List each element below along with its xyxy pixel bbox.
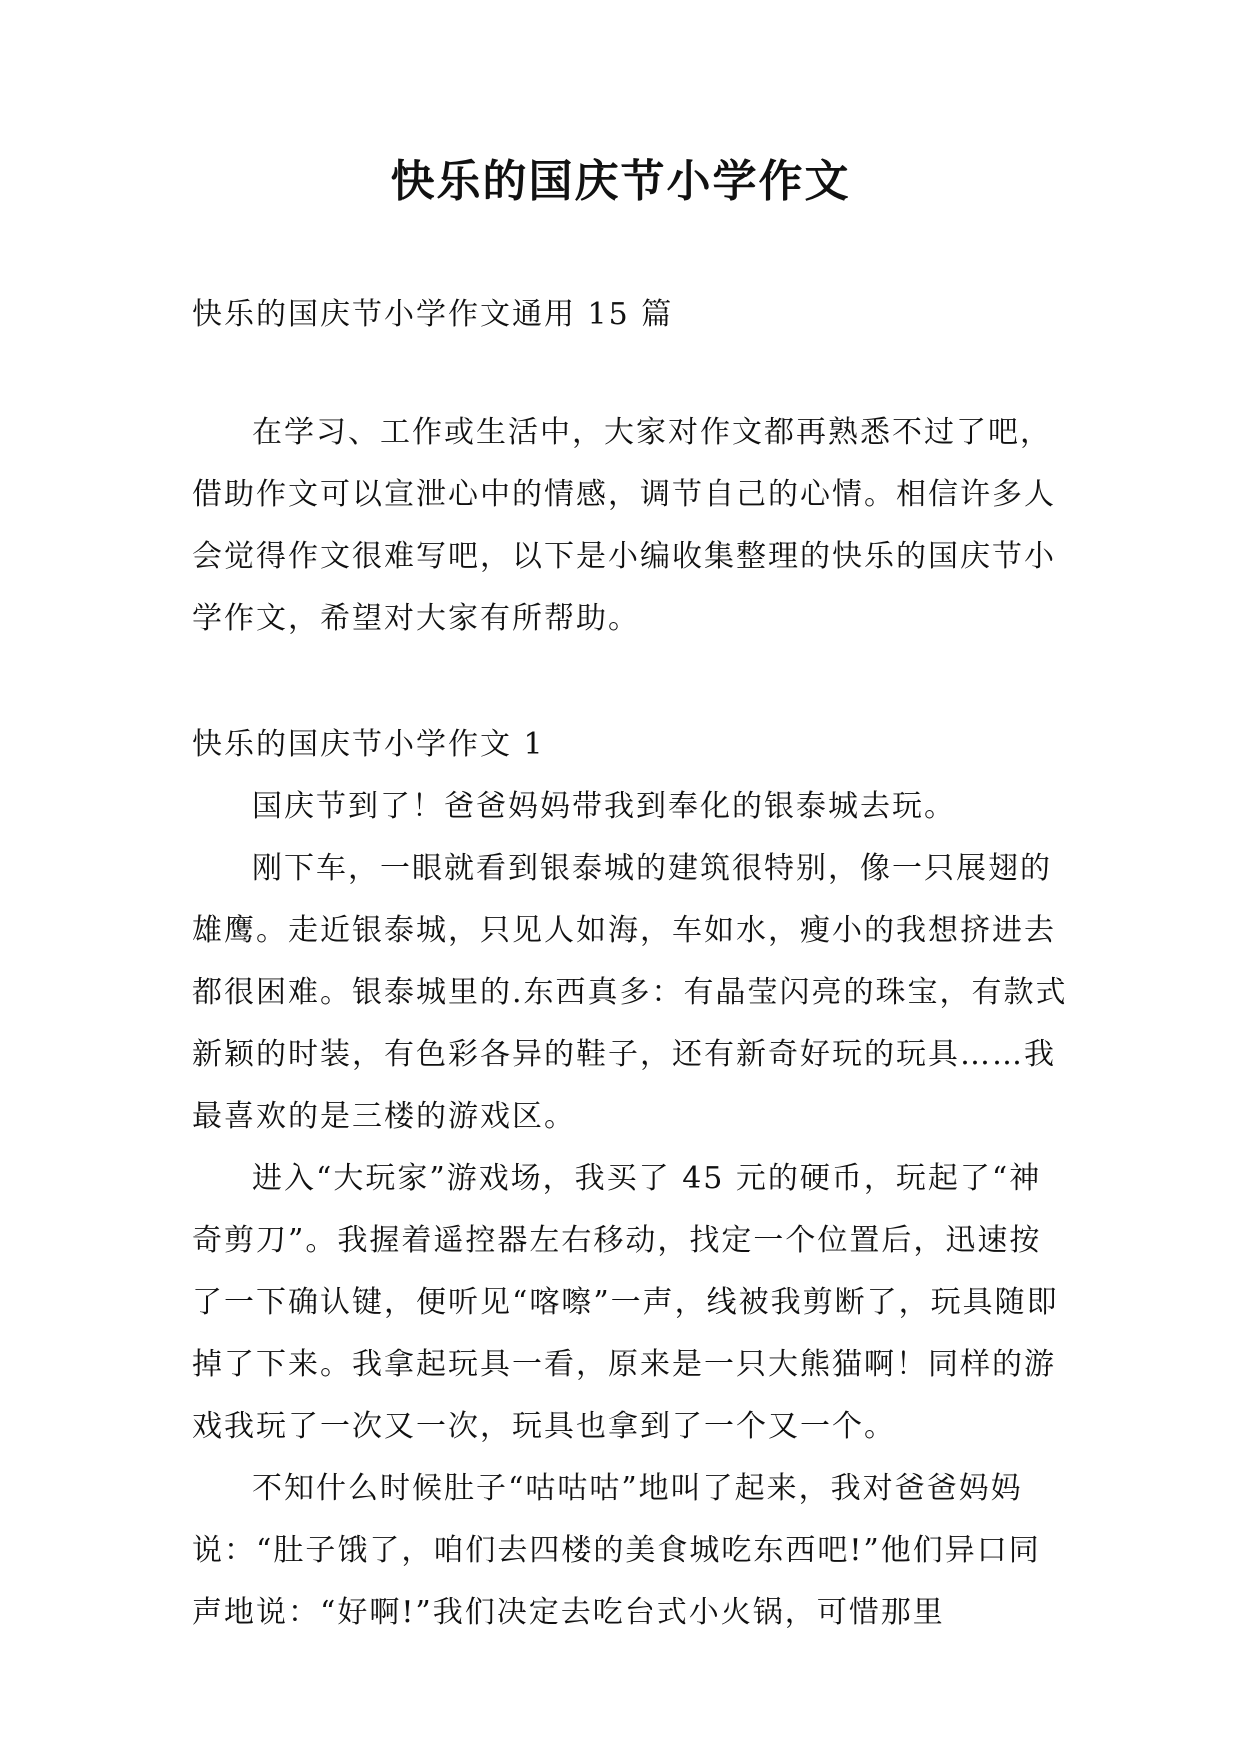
body-paragraph-2: 刚下车，一眼就看到银泰城的建筑很特别，像一只展翅的雄鹰。走近银泰城，只见人如海，车如水，瘦小的我想挤进去都很困难。银泰城里的.东西真多：有晶莹闪亮的珠宝，有款式新颖的时装，有色彩各异的鞋子，还有新奇好玩的玩具……我最喜欢的是三楼的游戏区。 (192, 851, 1068, 1134)
body-paragraph-1: 国庆节到了！爸爸妈妈带我到奉化的银泰城去玩。 (252, 789, 956, 824)
document-title: 快乐的国庆节小学作文 (390, 156, 851, 207)
intro-paragraph: 在学习、工作或生活中，大家对作文都再熟悉不过了吧，借助作文可以宣泄心中的情感，调节自己的心情。相信许多人会觉得作文很难写吧，以下是小编收集整理的快乐的国庆节小学作文，希望对大家有所帮助。 (192, 415, 1056, 636)
body-paragraph-3: 进入“大玩家”游戏场，我买了 45 元的硬币，玩起了“神奇剪刀”。我握着遥控器左右移动，找定一个位置后，迅速按了一下确认键，便听见“喀嚓”一声，线被我剪断了，玩具随即掉了下来。我拿起玩具一看，原来是一只大熊猫啊！同样的游戏我玩了一次又一次，玩具也拿到了一个又一个。 (192, 1161, 1059, 1444)
section-heading: 快乐的国庆节小学作文 1 (192, 727, 545, 762)
body-paragraph-4: 不知什么时候肚子“咕咕咕”地叫了起来，我对爸爸妈妈说：“肚子饿了，咱们去四楼的美食城吃东西吧!”他们异口同声地说：“好啊!”我们决定去吃台式小火锅，可惜那里 (192, 1471, 1041, 1630)
document-body (192, 284, 1072, 1644)
document-subtitle: 快乐的国庆节小学作文通用 15 篇 (192, 297, 674, 332)
